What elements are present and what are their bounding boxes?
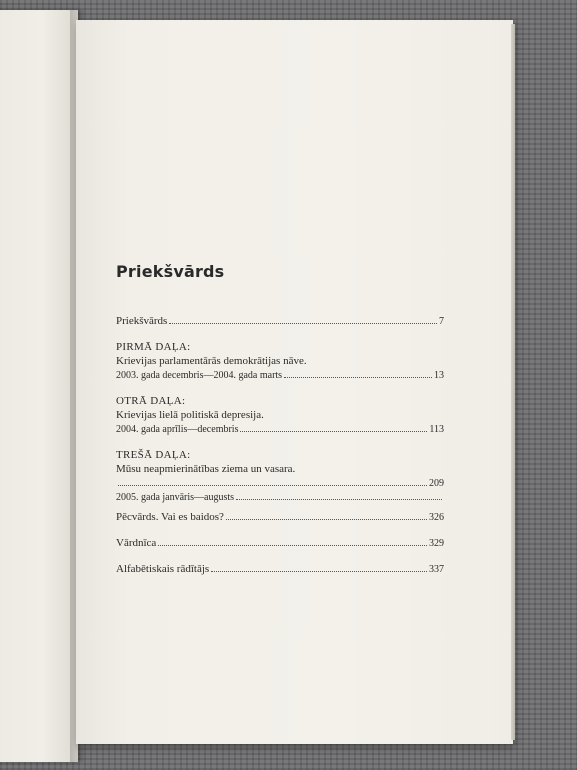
dot-leader [118, 476, 427, 486]
dot-leader [240, 422, 427, 432]
toc-part-2 [116, 394, 444, 436]
toc-page-number: 7 [439, 316, 444, 327]
page-title: Priekšvārds [116, 262, 225, 281]
toc-entry-afterword [116, 510, 444, 524]
left-page [0, 10, 78, 762]
toc-page-number: 329 [429, 538, 444, 549]
toc-page-number: 113 [429, 424, 444, 435]
part-dates: 2005. gada janvāris—augusts [116, 492, 235, 503]
part-label: TREŠĀ DAĻA: [116, 449, 191, 461]
toc-entry-label: Vārdnīca [116, 537, 157, 549]
part-label: OTRĀ DAĻA: [116, 395, 186, 407]
toc-part-1 [116, 340, 444, 382]
dot-leader [211, 562, 427, 572]
part-dates: 2003. gada decembris—2004. gada marts [116, 370, 283, 381]
toc-part-3 [116, 448, 444, 504]
part-label: PIRMĀ DAĻA: [116, 341, 191, 353]
part-dates-row [116, 368, 444, 382]
toc-entry-label: Priekšvārds [116, 315, 168, 327]
dot-leader [158, 536, 427, 546]
dot-leader [226, 510, 427, 520]
dot-leader [236, 490, 442, 500]
toc-page-number: 13 [434, 370, 444, 381]
toc-entry-preface [116, 314, 444, 328]
toc-entry-glossary [116, 536, 444, 550]
part-title: Mūsu neapmierinātības ziema un vasara. [116, 463, 296, 475]
part-title: Krievijas parlamentārās demokrātijas nāve. [116, 355, 307, 367]
part-title: Krievijas lielā politiskā depresija. [116, 409, 264, 421]
toc-entry-label: Pēcvārds. Vai es baidos? [116, 511, 224, 523]
page-edge [511, 24, 515, 740]
toc-entry-label: Alfabētiskais rādītājs [116, 563, 210, 575]
part-dates: 2004. gada aprīlis—decembris [116, 424, 239, 435]
dot-leader [284, 368, 432, 378]
part-title-row [116, 476, 444, 490]
toc-page-number: 337 [429, 564, 444, 575]
toc-page-number: 209 [429, 478, 444, 489]
dot-leader [169, 314, 437, 324]
toc-page-number: 326 [429, 512, 444, 523]
part-dates-row [116, 422, 444, 436]
part-dates-row [116, 490, 444, 504]
table-of-contents [116, 314, 444, 576]
toc-entry-index [116, 562, 444, 576]
